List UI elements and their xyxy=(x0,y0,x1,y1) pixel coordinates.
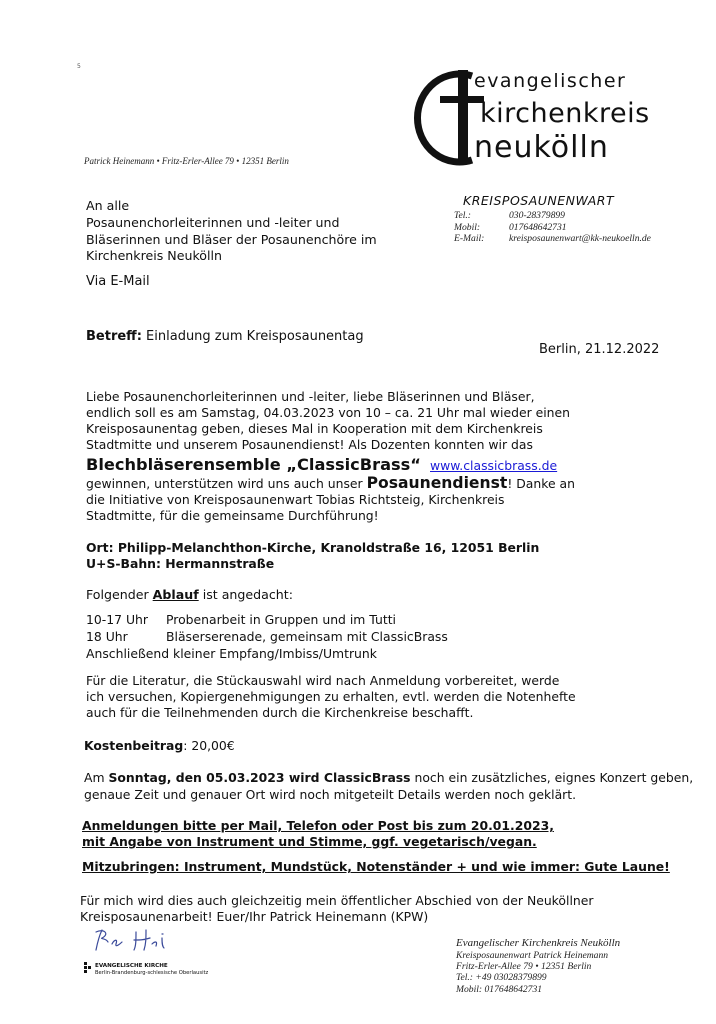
footer-line: Kreisposaunenwart Patrick Heinemann xyxy=(456,950,609,961)
sunday-paragraph xyxy=(84,769,693,803)
logo-line-1: evangelischer xyxy=(474,70,627,92)
support-line-1: gewinnen, unterstützen wird uns auch unser Posaunendienst! Danke an xyxy=(86,474,575,492)
cost-label: Kostenbeitrag xyxy=(84,738,184,753)
sunday-line-2: genaue Zeit und genauer Ort wird noch mitgeteilt Details werden noch geklärt. xyxy=(84,787,577,802)
literature-line: auch für die Teilnehmenden durch die Kirchenkreise beschafft. xyxy=(86,705,474,721)
schedule-after: Anschließend kleiner Empfang/Imbiss/Umtrunk xyxy=(86,646,377,661)
farewell-line: Für mich wird dies auch gleichzeitig mein öffentlicher Abschied von der Neuköllner xyxy=(80,893,594,908)
location-block xyxy=(86,540,539,573)
support-line: Stadtmitte, für die gemeinsame Durchführung! xyxy=(86,508,379,524)
intro-line: Liebe Posaunenchorleiterinnen und -leiter, liebe Bläserinnen und Bläser, xyxy=(86,389,535,404)
intro-line: Kreisposaunentag geben, dieses Mal in Kooperation mit dem Kirchenkreis xyxy=(86,421,543,437)
location-bahn: U+S-Bahn: Hermannstraße xyxy=(86,556,275,572)
subject-line xyxy=(86,329,364,345)
support-paragraph xyxy=(86,475,575,524)
bring-notice: Mitzubringen: Instrument, Mundstück, Notenständer + und wie immer: Gute Laune! xyxy=(82,859,670,874)
recipient-line: An alle xyxy=(86,198,130,213)
ablauf-word: Ablauf xyxy=(152,587,199,602)
footer-line: Evangelischer Kirchenkreis Neukölln xyxy=(456,937,621,949)
recipient-line: Bläserinnen und Bläser der Posaunenchöre im xyxy=(86,231,377,247)
classicbrass-link[interactable]: www.classicbrass.de xyxy=(430,458,558,473)
recipient-line: Kirchenkreis Neukölln xyxy=(86,248,222,264)
registration-notice xyxy=(82,818,554,850)
cost-line xyxy=(84,738,235,754)
literature-paragraph xyxy=(86,673,576,722)
cost-value: : 20,00€ xyxy=(183,738,235,753)
sender-line: Patrick Heinemann • Fritz-Erler-Allee 79 • 12351 Berlin xyxy=(84,156,289,166)
logo-line-2: kirchenkreis xyxy=(480,98,650,129)
footer-line: Mobil: 017648642731 xyxy=(456,983,543,995)
ensemble-line xyxy=(86,455,557,474)
contact-row-email: E-Mail: kreisposaunenwart@kk-neukoelln.de xyxy=(454,233,651,245)
office-contacts xyxy=(454,210,651,245)
contact-row-tel: Tel.: 030-28379899 xyxy=(454,210,565,221)
subject-label: Betreff: xyxy=(86,329,142,344)
subject-text: Einladung zum Kreisposaunentag xyxy=(146,329,364,344)
location-ort: Ort: Philipp-Melanchthon-Kirche, Kranoldstraße 16, 12051 Berlin xyxy=(86,540,540,555)
schedule-row: 18 Uhr Bläserserenade, gemeinsam mit ClassicBrass xyxy=(86,629,448,644)
ablauf-intro: Folgender Ablauf ist angedacht: xyxy=(86,587,293,602)
footer-line: Tel.: +49 03028379899 xyxy=(456,972,547,984)
farewell-paragraph xyxy=(80,893,593,925)
farewell-line: Kreisposaunenarbeit! Euer/Ihr Patrick Heinemann (KPW) xyxy=(80,909,429,925)
support-line: die Initiative von Kreisposaunenwart Tobias Richtsteig, Kirchenkreis xyxy=(86,492,505,508)
intro-paragraph xyxy=(86,389,570,453)
recipient-block xyxy=(86,198,377,265)
schedule-row: 10-17 Uhr Probenarbeit in Gruppen und im Tutti xyxy=(86,612,396,627)
posaunendienst-highlight: Posaunendienst xyxy=(366,474,508,492)
footer-address xyxy=(456,937,620,995)
contact-row-mobil: Mobil: 017648642731 xyxy=(454,221,567,233)
registration-line: mit Angabe von Instrument und Stimme, ggf. vegetarisch/vegan. xyxy=(82,834,537,850)
sunday-line-1: Am Sonntag, den 05.03.2023 wird ClassicBrass noch ein zusätzliches, eignes Konzert geben, xyxy=(84,770,694,785)
letter-date: Berlin, 21.12.2022 xyxy=(539,342,660,357)
literature-line: ich versuchen, Kopiergenehmigungen zu erhalten, evtl. werden die Notenhefte xyxy=(86,689,576,705)
signature-icon xyxy=(90,926,180,956)
kirchenkreis-logo xyxy=(410,68,650,168)
footer-line: Fritz-Erler-Allee 79 • 12351 Berlin xyxy=(456,961,592,973)
office-title: KREISPOSAUNENWART xyxy=(463,193,615,208)
page-mark: 5 xyxy=(77,63,81,70)
intro-line: endlich soll es am Samstag, 04.03.2023 von 10 – ca. 21 Uhr mal wieder einen xyxy=(86,405,571,421)
church-logo-line-1: EVANGELISCHE KIRCHE xyxy=(95,963,168,969)
ablauf-schedule xyxy=(86,611,448,662)
registration-line: Anmeldungen bitte per Mail, Telefon oder Post bis zum 20.01.2023, xyxy=(82,818,554,833)
logo-line-3: neukölln xyxy=(474,130,609,165)
recipient-line: Posaunenchorleiterinnen und -leiter und xyxy=(86,214,340,230)
office-block xyxy=(463,193,614,208)
church-logo-line-2: Berlin-Brandenburg-schlesische Oberlausitz xyxy=(95,970,209,976)
ensemble-name: Blechbläserensemble „ClassicBrass“ xyxy=(86,455,421,474)
literature-line: Für die Literatur, die Stückauswahl wird nach Anmeldung vorbereitet, werde xyxy=(86,673,560,688)
via-email: Via E-Mail xyxy=(86,274,150,289)
intro-line: Stadtmitte und unserem Posaunendienst! Als Dozenten konnten wir das xyxy=(86,437,533,453)
church-cross-icon xyxy=(84,962,92,982)
